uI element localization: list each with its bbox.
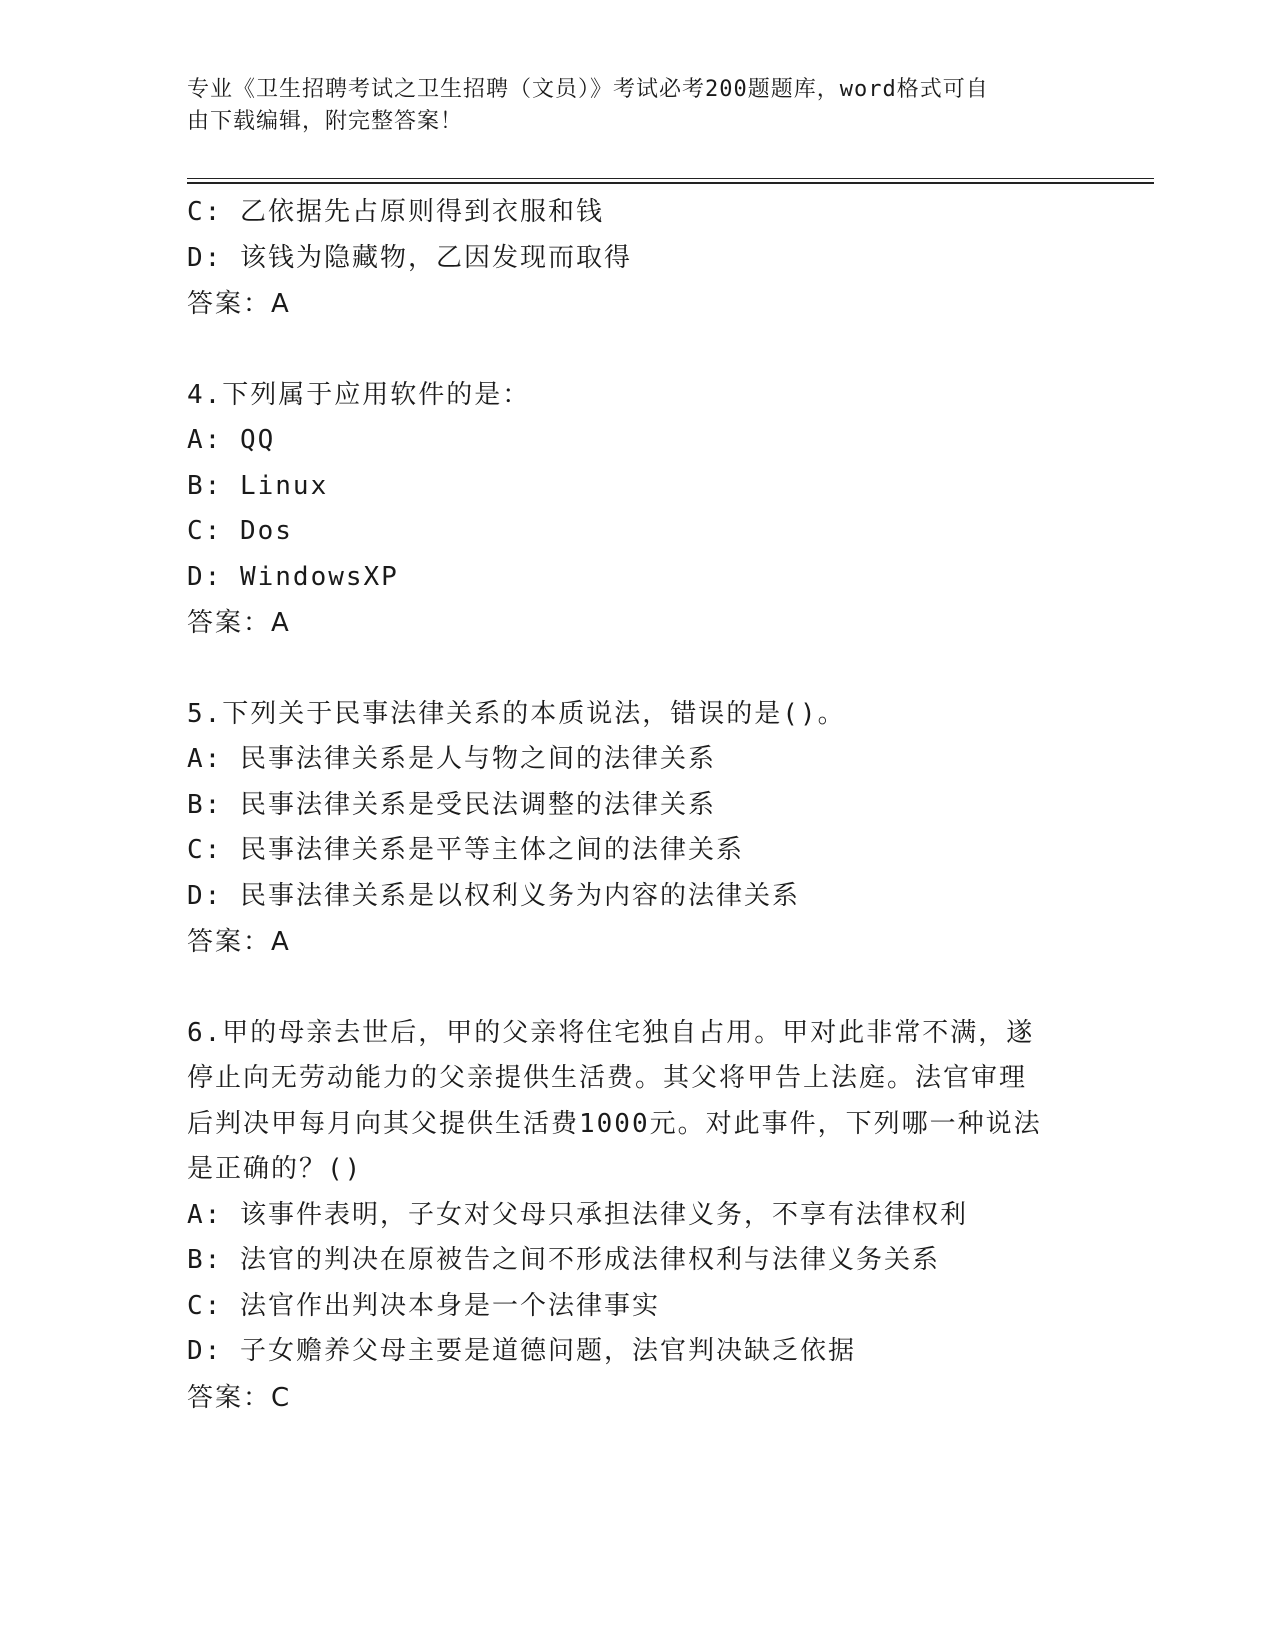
question-3 [187,190,1087,327]
option-a: A: QQ [187,425,276,455]
option-a: A: 该事件表明，子女对父母只承担法律义务，不享有法律权利 [187,1199,968,1230]
option-d: D: WindowsXP [187,561,399,592]
question-text-line-4: 是正确的？() [187,1154,363,1184]
question-text: 4.下列属于应用软件的是： [187,379,531,410]
question-4 [187,373,1087,647]
answer: 答案：A [187,927,291,957]
document-header [187,74,1087,138]
answer: 答案：A [187,289,291,319]
question-text-line-3: 后判决甲每月向其父提供生活费1000元。对此事件，下列哪一种说法 [187,1108,1042,1139]
option-d: D: 民事法律关系是以权利义务为内容的法律关系 [187,880,800,911]
question-6 [187,1011,1087,1421]
option-b: B: 法官的判决在原被告之间不形成法律权利与法律义务关系 [187,1245,940,1275]
answer: 答案：A [187,608,291,638]
option-b: B: Linux [187,470,329,501]
question-text-line-1: 6.甲的母亲去世后，甲的父亲将住宅独自占用。甲对此非常不满，遂 [187,1017,1035,1048]
option-d: D: 子女赡养父母主要是道德问题，法官判决缺乏依据 [187,1336,856,1366]
option-c: C: Dos [187,516,293,546]
option-d: D: 该钱为隐藏物，乙因发现而取得 [187,242,632,273]
option-a: A: 民事法律关系是人与物之间的法律关系 [187,744,716,774]
option-c: C: 民事法律关系是平等主体之间的法律关系 [187,835,744,865]
option-b: B: 民事法律关系是受民法调整的法律关系 [187,789,716,820]
answer: 答案：C [187,1382,292,1413]
option-c: C: 乙依据先占原则得到衣服和钱 [187,197,604,227]
header-line-2: 由下载编辑，附完整答案！ [187,109,464,134]
spacer [187,646,1087,692]
header-divider [187,178,1154,184]
option-c: C: 法官作出判决本身是一个法律事实 [187,1290,660,1321]
header-line-1: 专业《卫生招聘考试之卫生招聘（文员）》考试必考200题题库，word格式可自 [187,77,989,102]
spacer [187,965,1087,1011]
question-text-line-2: 停止向无劳动能力的父亲提供生活费。其父将甲告上法庭。法官审理 [187,1063,1028,1093]
question-text: 5.下列关于民事法律关系的本质说法，错误的是()。 [187,698,846,729]
question-5 [187,692,1087,966]
spacer [187,327,1087,373]
question-list [187,190,1087,1421]
